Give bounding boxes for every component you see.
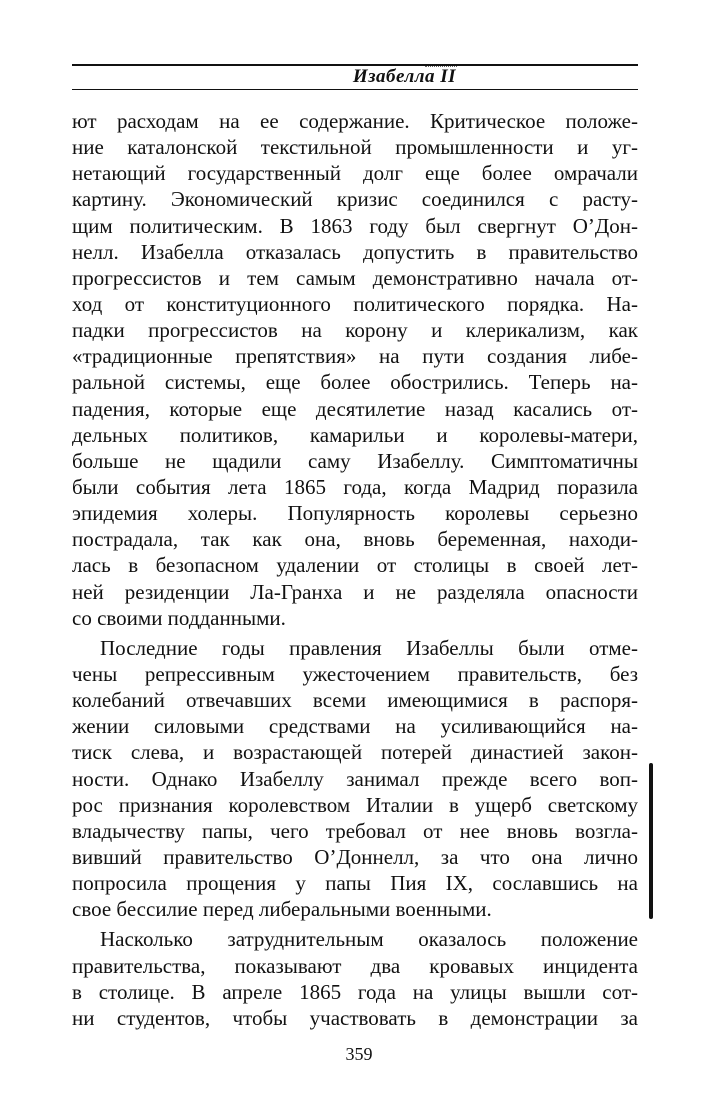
- text-line: пострадала, так как она, вновь беременная, находи-: [72, 527, 638, 552]
- header-smudge: [425, 66, 457, 75]
- text-line: нелл. Изабелла отказалась допустить в правительство: [72, 239, 638, 264]
- text-line: ральной системы, еще более обострились. Теперь на-: [72, 370, 638, 395]
- text-line: правительства, показывают два кровавых инцидента: [72, 953, 638, 978]
- text-line: чены репрессивным ужесточением правительств, без: [72, 661, 638, 686]
- text-line: эпидемия холеры. Популярность королевы серьезно: [72, 501, 638, 526]
- text-line: тиск слева, и возрастающей потерей династией закон-: [72, 740, 638, 765]
- text-line: рос признания королевством Италии в ущерб светскому: [72, 792, 638, 817]
- text-line: больше не щадили саму Изабеллу. Симптоматичны: [72, 448, 638, 473]
- text-line: ход от конституционного политического порядка. На-: [72, 291, 638, 316]
- running-title: Изабелла II: [352, 66, 456, 87]
- text-line: вивший правительство О’Доннелл, за что она лично: [72, 844, 638, 869]
- text-line: падки прогрессистов на корону и клерикализм, как: [72, 318, 638, 343]
- text-line: ют расходам на ее содержание. Критическое положе-: [72, 109, 638, 133]
- text-line: ни студентов, чтобы участвовать в демонстрации за: [72, 1005, 638, 1030]
- text-line: попросила прощения у папы Пия IX, сославшись на: [72, 871, 638, 896]
- text-line: в столице. В апреле 1865 года на улицы вышли сот-: [72, 979, 638, 1004]
- text-line: падения, которые еще десятилетие назад касались от-: [72, 396, 638, 421]
- text-line: колебаний отвечавших всеми имеющимися в распоря-: [72, 688, 638, 713]
- header-bottom-rule: [72, 89, 638, 90]
- text-line: лась в безопасном удалении от столицы в своей лет-: [72, 553, 638, 578]
- text-line: владычеству папы, чего требовал от нее вновь возгла-: [72, 818, 638, 843]
- text-line: Насколько затруднительным оказалось положение: [100, 927, 638, 952]
- text-line: были события лета 1865 года, когда Мадрид поразила: [72, 474, 638, 499]
- margin-mark: [649, 763, 653, 919]
- text-line: картину. Экономический кризис соединился с расту-: [72, 187, 638, 212]
- text-line: свое бессилие перед либеральными военными.: [72, 897, 492, 922]
- body-text: [72, 108, 638, 1031]
- text-line: жении силовыми средствами на усиливающийся на-: [72, 714, 638, 739]
- text-line: «традиционные препятствия» на пути создания либе-: [72, 344, 638, 369]
- text-line: Последние годы правления Изабеллы были отме-: [100, 635, 638, 660]
- text-line: щим политическим. В 1863 году был свергнут О’Дон-: [72, 213, 638, 238]
- text-line: со своими подданными.: [72, 605, 286, 630]
- text-line: нетающий государственный долг еще более омрачали: [72, 161, 638, 186]
- text-line: прогрессистов и тем самым демонстративно начала от-: [72, 265, 638, 290]
- text-line: ности. Однако Изабеллу занимал прежде всего воп-: [72, 766, 638, 791]
- page-number: 359: [345, 1044, 373, 1064]
- text-line: дельных политиков, камарильи и королевы-матери,: [72, 422, 638, 447]
- text-line: ние каталонской текстильной промышленности и уг-: [72, 135, 638, 160]
- text-line: ней резиденции Ла-Гранха и не разделяла опасности: [72, 579, 638, 604]
